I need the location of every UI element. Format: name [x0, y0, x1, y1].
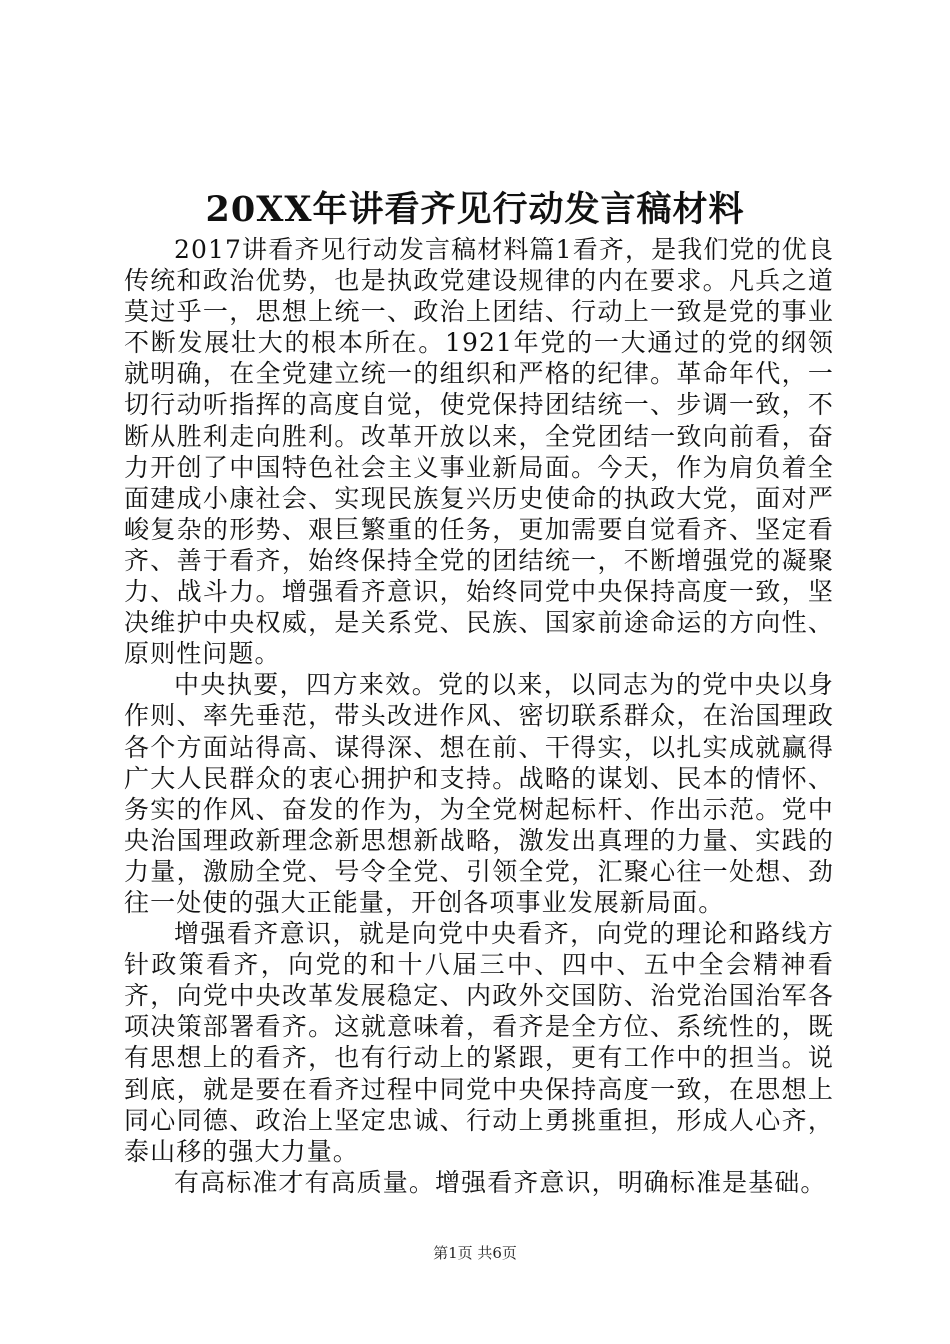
paragraph-4: 有高标准才有高质量。增强看齐意识，明确标准是基础。	[174, 1167, 827, 1197]
document-title: 20XX年讲看齐见行动发言稿材料	[205, 189, 745, 230]
paragraph-1: 2017讲看齐见行动发言稿材料篇1看齐，是我们党的优良传统和政治优势，也是执政党建设规律的内在要求。凡兵之道莫过乎一，思想上统一、政治上团结、行动上一致是党的事业不断发展壮大的根本所在。1921年党的一大通过的党的纲领就明确，在全党建立统一的组织和严格的纪律。革命年代，一切行动听指挥的高度自觉，使党保持团结统一、步调一致，不断从胜利走向胜利。改革开放以来，全党团结一致向前看，奋力开创了中国特色社会主义事业新局面。今天，作为肩负着全面建成小康社会、实现民族复兴历史使命的执政大党，面对严峻复杂的形势、艰巨繁重的任务，更加需要自觉看齐、坚定看齐、善于看齐，始终保持全党的团结统一，不断增强党的凝聚力、战斗力。增强看齐意识，始终同党中央保持高度一致，坚决维护中央权威，是关系党、民族、国家前途命运的方向性、原则性问题。	[124, 235, 834, 669]
paragraph-3: 增强看齐意识，就是向党中央看齐，向党的理论和路线方针政策看齐，向党的和十八届三中、四中、五中全会精神看齐，向党中央改革发展稳定、内政外交国防、治党治国治军各项决策部署看齐。这就意味着，看齐是全方位、系统性的，既有思想上的看齐，也有行动上的紧跟，更有工作中的担当。说到底，就是要在看齐过程中同党中央保持高度一致，在思想上同心同德、政治上坚定忠诚、行动上勇挑重担，形成人心齐，泰山移的强大力量。	[124, 919, 834, 1166]
paragraph-2: 中央执要，四方来效。党的以来，以同志为的党中央以身作则、率先垂范，带头改进作风、密切联系群众，在治国理政各个方面站得高、谋得深、想在前、干得实，以扎实成就赢得广大人民群众的衷心拥护和支持。战略的谋划、民本的情怀、务实的作风、奋发的作为，为全党树起标杆、作出示范。党中央治国理政新理念新思想新战略，激发出真理的力量、实践的力量，激励全党、号令全党、引领全党，汇聚心往一处想、劲往一处使的强大正能量，开创各项事业发展新局面。	[124, 670, 834, 917]
document-body	[124, 234, 834, 1198]
page-number-footer: 第1页 共6页	[433, 1244, 517, 1262]
